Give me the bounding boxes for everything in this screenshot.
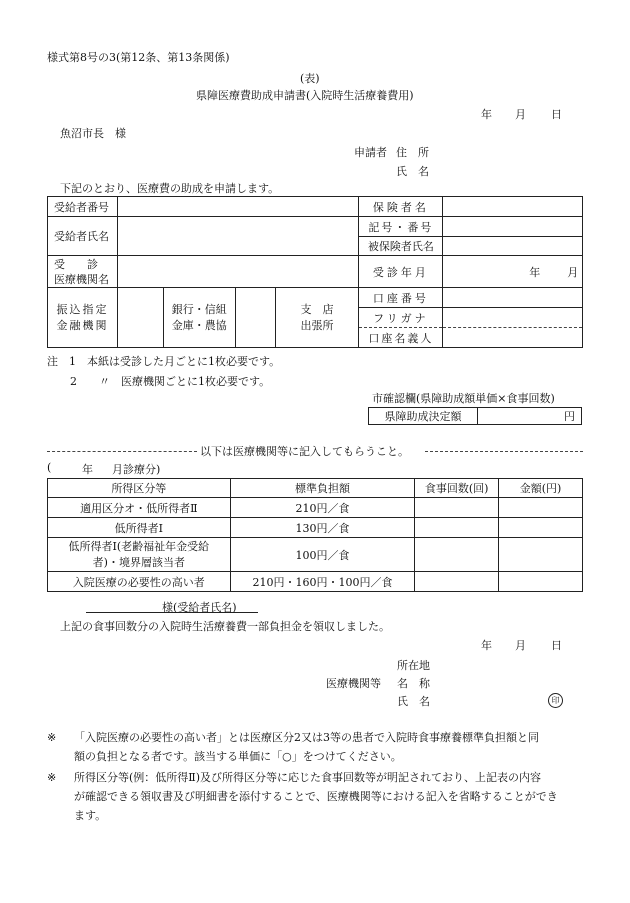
clinic-label-line2: 医療機関名 — [54, 272, 109, 286]
form-number: 様式第8号の3(第12条、第13条関係) — [47, 51, 230, 64]
header-meal-count: 食事回数(回) — [415, 479, 499, 498]
receipt-date-month: 月 — [515, 639, 526, 652]
bank-type-line2: 金庫・農協 — [171, 318, 227, 332]
beneficiary-number-field[interactable] — [117, 197, 359, 217]
bank-label — [48, 288, 118, 348]
meal-cost-table — [47, 478, 583, 592]
account-number-label: 口座番号 — [359, 288, 443, 308]
footnote-1-line1: 「入院医療の必要性の高い者」とは医療区分2又は3等の患者で入院時食事療養標準負担額と同 — [74, 731, 539, 744]
seal-mark: 印 — [548, 693, 563, 708]
table-row — [48, 572, 583, 592]
insurer-name-field[interactable] — [443, 197, 583, 217]
beneficiary-number-label: 受給者番号 — [48, 197, 118, 217]
account-holder-label: 口座名義人 — [359, 328, 443, 348]
period-year: 年 — [82, 463, 93, 476]
beneficiary-name-label: 受給者氏名 — [48, 217, 118, 256]
row-category: 低所得者Ⅰ — [48, 518, 231, 538]
beneficiary-name-field[interactable] — [117, 217, 359, 256]
clinic-label-line1: 受 診 — [54, 257, 98, 271]
row-category: 入院医療の必要性の高い者 — [48, 572, 231, 592]
bank-label-line2: 金融機関 — [56, 318, 109, 332]
receipt-date-year: 年 — [481, 639, 492, 652]
footnote-2-line1: 所得区分等(例：低所得Ⅱ)及び所得区分等に応じた食事回数等が明記されており、上記表の内容 — [74, 771, 542, 784]
footnote-2-mark: ※ — [47, 771, 57, 784]
decision-amount-field[interactable] — [478, 408, 582, 425]
row-amount-field[interactable] — [499, 572, 583, 592]
applicant-label: 申請者 — [354, 146, 387, 159]
header-income-category: 所得区分等 — [48, 479, 231, 498]
row-amount-field[interactable] — [499, 518, 583, 538]
visit-year-unit: 年 — [529, 266, 541, 279]
signer-name-label: 氏 名 — [397, 695, 430, 708]
page-title: 県障医療費助成申請書(入院時生活療養費用) — [196, 89, 414, 102]
bank-label-line1: 振込指定 — [56, 302, 109, 316]
city-box-caption: 市確認欄(県障助成額単価×食事回数) — [372, 392, 555, 405]
furigana-field[interactable] — [443, 308, 583, 328]
institution-label: 医療機関等 — [326, 677, 381, 690]
account-number-field[interactable] — [443, 288, 583, 308]
insurer-name-label: 保険者名 — [359, 197, 443, 217]
row-standard-amount[interactable]: 130円／食 — [230, 518, 415, 538]
row-amount-field[interactable] — [499, 538, 583, 572]
recipient-sama: 様(受給者氏名) — [162, 601, 237, 614]
divider-right — [425, 451, 583, 452]
location-label: 所在地 — [397, 659, 430, 672]
receipt-date-day: 日 — [551, 639, 562, 652]
note-1: 注 1 本紙は受診した月ごとに1枚必要です。 — [47, 355, 281, 368]
row-standard-amount[interactable]: 210円・160円・100円／食 — [230, 572, 415, 592]
symbol-number-label: 記号・番号 — [359, 217, 443, 237]
bank-type-label — [163, 288, 235, 348]
furigana-label: フリガナ — [359, 308, 443, 328]
row-amount-field[interactable] — [499, 498, 583, 518]
name-label: 氏 名 — [396, 165, 429, 178]
receipt-statement: 上記の食事回数分の入院時生活療養費一部負担金を領収しました。 — [60, 620, 390, 633]
branch-label-line2: 出張所 — [300, 318, 334, 332]
side-label: (表) — [300, 72, 320, 85]
application-table — [47, 196, 583, 348]
period-month: 月診療分) — [112, 463, 161, 476]
decision-amount-unit: 円 — [564, 410, 575, 423]
branch-label — [275, 288, 359, 348]
recipient: 魚沼市長 様 — [60, 127, 126, 140]
clinic-field[interactable] — [117, 256, 359, 288]
date-month: 月 — [515, 108, 526, 121]
decision-amount-label: 県障助成決定額 — [369, 408, 478, 425]
table-row — [48, 498, 583, 518]
row-meal-count-field[interactable] — [415, 498, 499, 518]
note-2: 2 〃 医療機関ごとに1枚必要です。 — [70, 375, 271, 388]
visit-month-label: 受診年月 — [359, 256, 443, 288]
row-meal-count-field[interactable] — [415, 538, 499, 572]
bank-type-line1: 銀行・信組 — [171, 302, 227, 316]
row-category-line2: 者)・境界層該当者 — [92, 555, 185, 569]
address-label: 住 所 — [396, 146, 429, 159]
divider-left — [47, 451, 197, 452]
header-standard-amount: 標準負担額 — [230, 479, 415, 498]
account-holder-field[interactable] — [443, 328, 583, 348]
footnote-2-line3: ます。 — [74, 809, 107, 822]
footnote-1-line2: 額の負担となる者です。該当する単価に「○」をつけてください。 — [74, 750, 402, 763]
row-meal-count-field[interactable] — [415, 518, 499, 538]
header-amount: 金額(円) — [499, 479, 583, 498]
insured-name-label: 被保険者氏名 — [359, 237, 443, 256]
row-standard-amount[interactable]: 210円／食 — [230, 498, 415, 518]
clinic-label — [48, 256, 118, 288]
bank-name-field[interactable] — [117, 288, 163, 348]
city-confirmation-box — [368, 407, 582, 425]
table-row — [48, 538, 583, 572]
period-open: ( — [47, 461, 52, 474]
intro-text: 下記のとおり、医療費の助成を申請します。 — [60, 182, 280, 195]
visit-month-unit: 月 — [567, 266, 579, 279]
row-category-line1: 低所得者Ⅰ(老齢福祉年金受給 — [68, 539, 210, 553]
row-category — [48, 538, 231, 572]
footnote-1-mark: ※ — [47, 731, 57, 744]
footnote-2-line2: が確認できる領収書及び明細書を添付することで、医療機関等における記入を省略することができ — [74, 790, 558, 803]
row-standard-amount[interactable]: 100円／食 — [230, 538, 415, 572]
visit-month-field[interactable] — [443, 256, 583, 288]
date-year: 年 — [481, 108, 492, 121]
branch-name-field[interactable] — [235, 288, 275, 348]
row-meal-count-field[interactable] — [415, 572, 499, 592]
branch-label-line1: 支 店 — [300, 302, 334, 316]
symbol-number-field[interactable] — [443, 217, 583, 237]
insured-name-field[interactable] — [443, 237, 583, 256]
row-category: 適用区分オ・低所得者Ⅱ — [48, 498, 231, 518]
divider-text: 以下は医療機関等に記入してもらうこと。 — [200, 445, 409, 458]
date-day: 日 — [551, 108, 562, 121]
institution-name-label: 名 称 — [397, 677, 430, 690]
table-row — [48, 518, 583, 538]
